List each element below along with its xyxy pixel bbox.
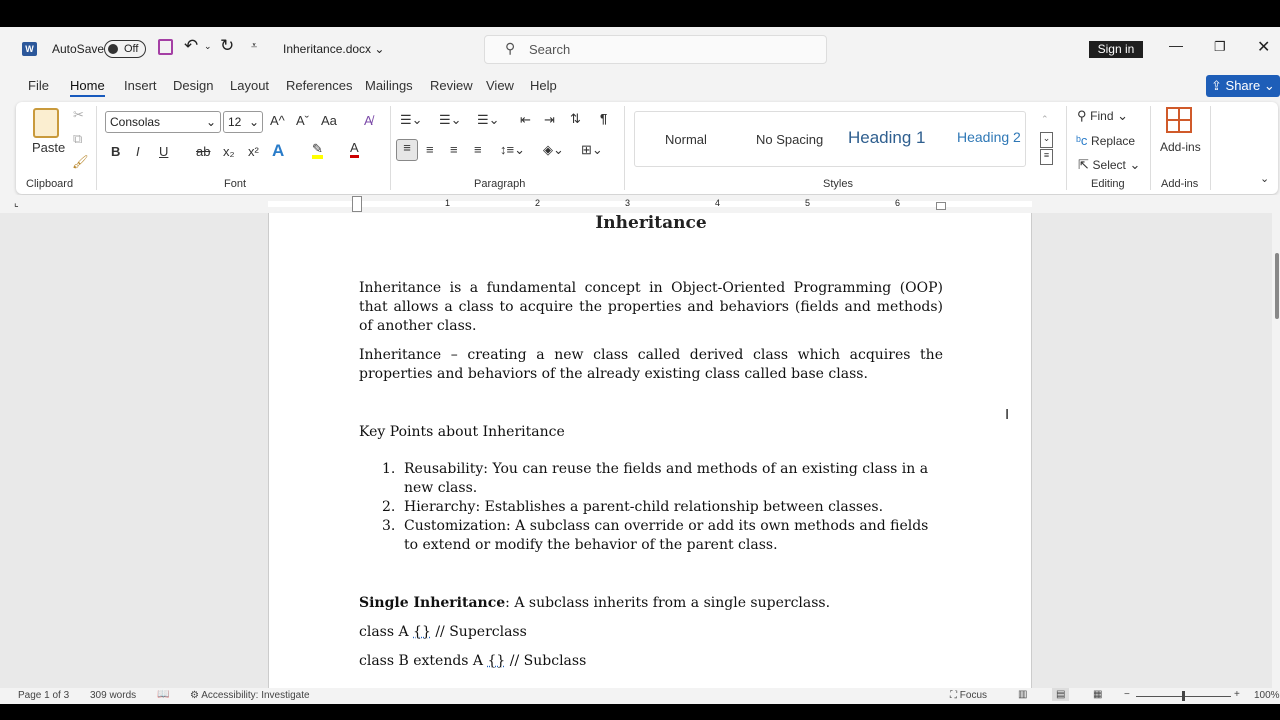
single-inheritance-paragraph: Single Inheritance: A subclass inherits from a single superclass.: [359, 595, 831, 611]
style-heading-1[interactable]: Heading 1: [848, 128, 926, 147]
read-mode-icon[interactable]: ▥: [1018, 689, 1028, 700]
find-button[interactable]: ⚲ Find ⌄: [1077, 108, 1129, 123]
format-painter-icon[interactable]: 🖌: [72, 154, 89, 169]
tab-insert[interactable]: Insert: [124, 78, 157, 93]
horizontal-ruler[interactable]: [0, 195, 1280, 213]
customize-toolbar-icon[interactable]: ⩡: [251, 40, 258, 52]
autosave-label: AutoSave: [52, 42, 105, 56]
font-group-label: Font: [224, 178, 247, 190]
zoom-slider-thumb[interactable]: [1182, 691, 1185, 701]
line-spacing-icon[interactable]: ↕≡⌄: [500, 142, 525, 157]
focus-icon: ⛶: [950, 690, 957, 701]
print-layout-icon[interactable]: ▤: [1052, 688, 1069, 701]
search-placeholder: Search: [529, 42, 571, 57]
filename[interactable]: Inheritance.docx ⌄: [283, 42, 385, 56]
style-no-spacing[interactable]: No Spacing: [756, 132, 824, 147]
add-ins-group-label: Add-ins: [1161, 178, 1199, 190]
indent-marker[interactable]: [352, 196, 362, 212]
tab-design[interactable]: Design: [173, 78, 214, 93]
paste-button[interactable]: Paste: [32, 140, 66, 155]
tab-review[interactable]: Review: [430, 78, 473, 93]
paragraph-group-label: Paragraph: [474, 178, 526, 190]
list-item: 3. Customization: A subclass can override or add its own methods and fields to extend or modify the behavior of the parent class.: [382, 518, 929, 553]
key-points-list: [382, 460, 944, 555]
document-area: [0, 213, 1272, 688]
accessibility-button[interactable]: [190, 690, 310, 701]
list-item: 2. Hierarchy: Establishes a parent-child relationship between classes.: [382, 499, 884, 515]
change-case-button[interactable]: Aa: [321, 113, 337, 128]
font-color-icon[interactable]: A: [350, 141, 359, 158]
styles-scroll-up-icon[interactable]: ⌃: [1041, 114, 1049, 124]
borders-icon[interactable]: ⊞⌄: [581, 142, 603, 157]
add-ins-icon[interactable]: [1166, 107, 1192, 133]
underline-button[interactable]: U: [159, 144, 169, 159]
select-label: Select: [1092, 158, 1126, 172]
undo-dropdown-icon[interactable]: ⌄: [204, 41, 212, 51]
tab-file[interactable]: File: [28, 78, 49, 93]
paragraph-definition: Inheritance is a fundamental concept in Object-Oriented Programming (OOP) that allows a class to acquire the properties and behaviors (fields and methods) of another class.: [359, 280, 943, 334]
key-points-heading: Key Points about Inheritance: [359, 424, 565, 440]
restore-icon[interactable]: ❐: [1214, 39, 1226, 54]
align-right-icon[interactable]: ≡: [450, 142, 458, 157]
sign-in-button[interactable]: Sign in: [1089, 41, 1143, 58]
styles-more-icon[interactable]: ≡: [1040, 149, 1053, 165]
tab-view[interactable]: View: [486, 78, 514, 93]
document-title: Inheritance: [595, 213, 707, 233]
share-label: Share: [1225, 78, 1261, 93]
find-label: Find: [1090, 109, 1114, 123]
ruler-number: 1: [445, 198, 451, 208]
italic-button[interactable]: I: [136, 144, 140, 159]
increase-indent-icon[interactable]: ⇥: [544, 112, 555, 127]
replace-icon: ᵇc: [1076, 133, 1088, 148]
page-count[interactable]: Page 1 of 3: [18, 690, 70, 701]
replace-label: Replace: [1091, 134, 1136, 148]
list-item: 1. Reusability: You can reuse the fields and methods of an existing class in a new class.: [382, 461, 929, 496]
status-bar: [0, 688, 1280, 704]
zoom-level[interactable]: 100%: [1254, 690, 1280, 701]
word-window: [0, 27, 1280, 704]
decrease-indent-icon[interactable]: ⇤: [520, 112, 531, 127]
justify-icon[interactable]: ≡: [474, 142, 482, 157]
strikethrough-button[interactable]: ab: [196, 144, 211, 159]
search-icon: ⚲: [505, 40, 516, 56]
subscript-button[interactable]: x₂: [223, 144, 235, 159]
multilevel-list-icon[interactable]: ☰⌄: [477, 112, 500, 127]
scrollbar-thumb[interactable]: [1275, 253, 1279, 319]
undo-icon[interactable]: ↶: [184, 36, 199, 55]
styles-scroll-down-icon[interactable]: ⌄: [1040, 132, 1053, 148]
word-count[interactable]: 309 words: [90, 690, 137, 701]
tab-references[interactable]: References: [286, 78, 353, 93]
ruler-number: 4: [715, 198, 721, 208]
align-left-icon[interactable]: ≡: [396, 139, 418, 161]
align-center-icon[interactable]: ≡: [426, 142, 434, 157]
redo-icon[interactable]: ↻: [220, 36, 235, 55]
minimize-icon[interactable]: —: [1169, 37, 1183, 53]
paragraph-inheritance: Inheritance – creating a new class called derived class which acquires the properties and behaviors of the already existing class called base class.: [359, 347, 943, 382]
accessibility-label: Accessibility: Investigate: [201, 690, 310, 701]
close-icon[interactable]: ✕: [1257, 39, 1271, 56]
accessibility-icon: ⚙: [190, 690, 199, 701]
numbering-icon[interactable]: ☰⌄: [439, 112, 462, 127]
web-layout-icon[interactable]: ▦: [1093, 689, 1103, 700]
collapse-ribbon-icon[interactable]: ⌄: [1260, 173, 1270, 185]
shrink-font-button[interactable]: Aˇ: [296, 113, 309, 128]
clipboard-group-label: Clipboard: [26, 178, 74, 190]
code-line-1: class A {} // Superclass: [359, 624, 527, 640]
save-icon[interactable]: [158, 39, 173, 55]
text-effects-icon[interactable]: A: [272, 141, 285, 160]
zoom-in-button[interactable]: +: [1234, 689, 1240, 700]
cut-icon[interactable]: ✂: [73, 107, 84, 122]
font-name-select[interactable]: Consolas ⌄: [105, 111, 221, 133]
tab-mailings[interactable]: Mailings: [365, 78, 413, 93]
ruler-number: 5: [805, 198, 811, 208]
text-cursor-icon: I: [1005, 406, 1010, 423]
show-formatting-button[interactable]: ¶: [600, 111, 608, 126]
code-line-2: class B extends A {} // Subclass: [359, 653, 587, 669]
tab-help[interactable]: Help: [530, 78, 557, 93]
word-logo-icon: W: [22, 42, 37, 56]
share-button[interactable]: ⇪ Share ⌄: [1206, 75, 1280, 97]
right-indent-marker[interactable]: [936, 202, 946, 210]
zoom-slider[interactable]: [1136, 696, 1231, 697]
ribbon: [16, 102, 1278, 194]
font-size-value: 12: [228, 115, 242, 129]
select-cursor-icon: ⇱: [1078, 157, 1089, 172]
autosave-state: Off: [124, 43, 139, 55]
styles-gallery: [634, 111, 1051, 167]
style-heading-2[interactable]: Heading 2: [957, 129, 1021, 145]
highlight-icon[interactable]: ✎: [312, 142, 323, 159]
proofing-icon[interactable]: 📖: [157, 689, 170, 700]
autosave-toggle[interactable]: [104, 40, 146, 58]
shading-icon[interactable]: ◈⌄: [543, 142, 564, 157]
clear-formatting-icon[interactable]: A̸: [364, 113, 373, 128]
share-icon: ⇪: [1211, 78, 1222, 93]
tab-home[interactable]: Home: [70, 78, 105, 97]
vertical-scrollbar[interactable]: [1272, 213, 1280, 688]
tab-selector-icon[interactable]: ⌞: [14, 198, 19, 209]
add-ins-button[interactable]: Add-ins: [1160, 140, 1201, 154]
editing-group-label: Editing: [1091, 178, 1125, 190]
superscript-button[interactable]: x²: [248, 144, 259, 159]
filename-label: Inheritance.docx: [283, 42, 372, 56]
sort-icon[interactable]: ⇅: [570, 111, 581, 126]
bold-button[interactable]: B: [111, 144, 121, 159]
replace-button[interactable]: [1076, 133, 1135, 148]
find-icon: ⚲: [1077, 108, 1087, 123]
select-button[interactable]: ⇱ Select ⌄: [1078, 157, 1141, 172]
document-page[interactable]: [268, 213, 1032, 688]
ruler-number: 6: [895, 198, 901, 208]
focus-button[interactable]: [950, 690, 987, 701]
focus-label: Focus: [959, 690, 988, 701]
search-box[interactable]: [484, 35, 827, 64]
copy-icon[interactable]: ⧉: [73, 131, 83, 146]
tab-layout[interactable]: Layout: [230, 78, 270, 93]
ruler-number: 3: [625, 198, 631, 208]
menu-bar: [0, 73, 1280, 99]
grow-font-button[interactable]: A^: [270, 113, 285, 128]
font-size-select[interactable]: 12 ⌄: [223, 111, 263, 133]
paste-icon[interactable]: [33, 108, 59, 138]
ruler-number: 2: [535, 198, 541, 208]
zoom-out-button[interactable]: −: [1124, 689, 1130, 700]
styles-group-label: Styles: [823, 178, 853, 190]
style-normal[interactable]: Normal: [665, 132, 707, 147]
font-name-value: Consolas: [110, 115, 161, 129]
bullets-icon[interactable]: ☰⌄: [400, 112, 423, 127]
